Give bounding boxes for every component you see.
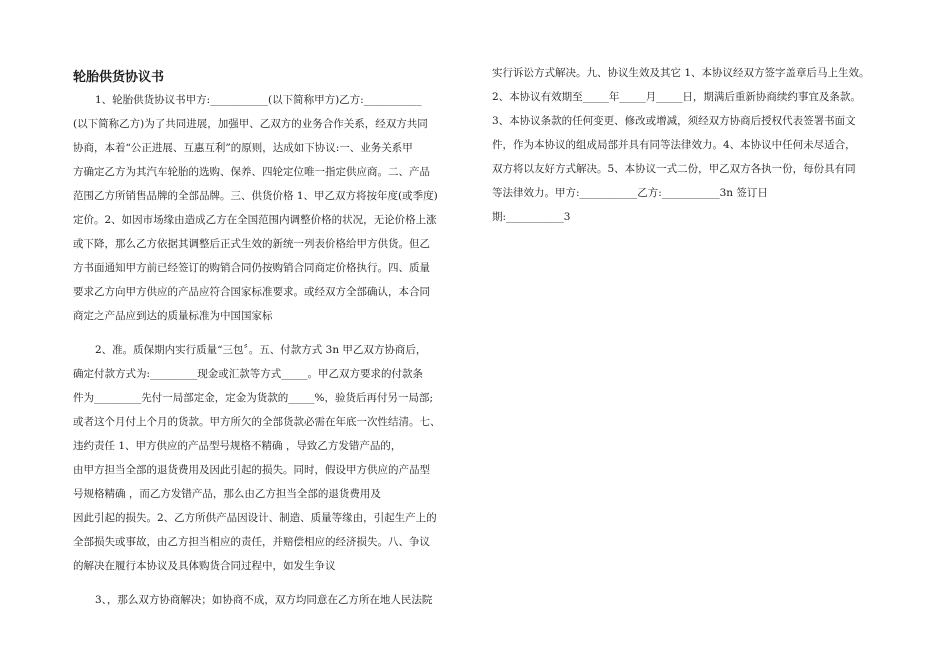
left-column-line: 由甲方担当全部的退货费用及因此引起的损失。同时，假设甲方供应的产品型 [73,464,430,476]
left-column-line: 违约责任 1、甲方供应的产品型号规格不精确 ，导致乙方发错产品的， [73,440,402,452]
left-column-line: 号规格精确 ，而乙方发错产品，那么由乙方担当全部的退货费用及 [73,488,381,500]
left-column-line: 的解决在履行本协议及具体购货合同过程中，如发生争议 [73,560,336,572]
left-column-line: 件为_________先付一局部定金，定金为货款的_____%，验货后再付另一局部; [73,392,434,404]
right-column-line: 件，作为本协议的组成局部并具有同等法律效力。4、本协议中任何未尽适合， [492,139,856,151]
right-column-line: 实行诉讼方式解决。九、协议生效及其它 1、本协议经双方签字盖章后马上生效。 [492,67,870,79]
right-column-line: 3、本协议条款的任何变更、修改或增减，须经双方协商后授权代表签署书面文 [492,115,856,127]
right-column-line: 等法律效力。甲方:___________乙方:___________3n 签订日 [492,187,768,199]
right-column-line: 双方将以友好方式解决。5、本协议一式二份，甲乙双方各执一份，每份具有同 [492,163,856,175]
left-column-line: 范围乙方所销售品牌的全部品牌。三、供货价格 1、甲乙双方将按年度(或季度) [73,190,438,202]
right-column-line: 2、本协议有效期至_____年_____月_____日，期满后重新协商续约事宜及条款。 [492,91,861,103]
left-column-line: 或者这个月付上个月的货款。甲方所欠的全部货款必需在年底一次性结清。七、 [73,416,441,428]
left-column-line: 要求乙方向甲方供应的产品应符合国家标准要求。或经双方全部确认，本合同 [73,286,430,298]
left-column-line: 全部损失或事故，由乙方担当相应的责任，并赔偿相应的经济损失。八、争议 [73,536,430,548]
left-column-line: 方书面通知甲方前已经签订的购销合同仍按购销合同商定价格执行。四、质量 [73,262,430,274]
document-title: 轮胎供货协议书 [73,70,165,85]
left-column-line: 2、准。质保期内实行质量“三包〞。五、付款方式 3n 甲乙双方协商后， [95,344,427,356]
left-column-line: 商定之产品应到达的质量标准为中国国家标 [73,310,273,322]
left-column-line: 3、，那么双方协商解决；如协商不成，双方均同意在乙方所在地人民法院 [95,594,433,606]
left-column-line: 或下降，那么乙方依据其调整后正式生效的新统一列表价格给甲方供货。但乙 [73,238,430,250]
left-column-line: 因此引起的损失。2、乙方所供产品因设计、制造、质量等缘由，引起生产上的 [73,512,437,524]
left-column-line: 1、轮胎供货协议书甲方:___________(以下简称甲方)乙方:___________ [95,94,422,106]
left-column-line: 协商，本着“公正进展、互惠互利”的原则，达成如下协议:一、业务关系甲 [73,142,413,154]
left-column-line: (以下简称乙方)为了共同进展，加强甲、乙双方的业务合作关系，经双方共同 [73,118,428,130]
left-column-line: 方确定乙方为其汽车轮胎的选购、保养、四轮定位唯一指定供应商。二、产品 [73,166,430,178]
right-column-line: 期:___________3 [492,211,571,223]
left-column-line: 定价。2、如因市场缘由造成乙方在全国范围内调整价格的状况，无论价格上涨 [73,214,437,226]
left-column-line: 确定付款方式为:_________现金或汇款等方式_____。甲乙双方要求的付款条 [73,368,424,380]
